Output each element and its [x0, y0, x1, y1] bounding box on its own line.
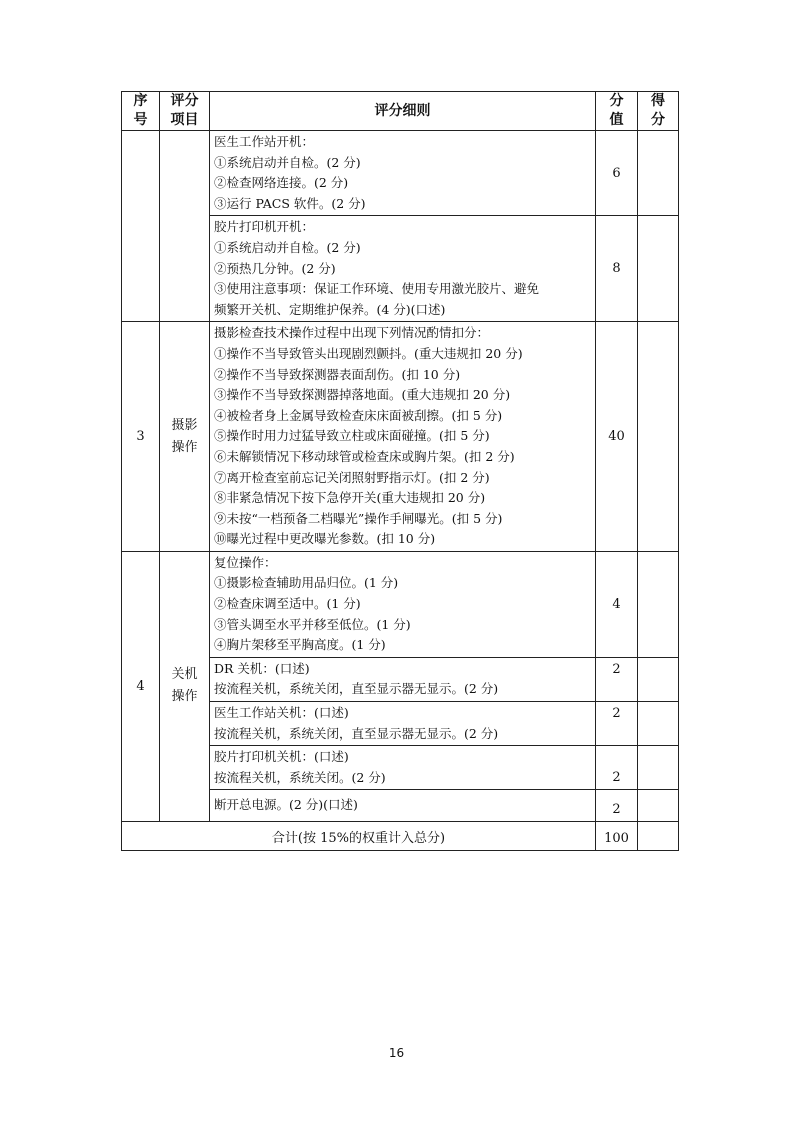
total-score-cell — [638, 822, 679, 851]
header-item: 评分 项目 — [160, 92, 210, 131]
score-cell — [638, 551, 679, 657]
table-row — [122, 131, 679, 216]
score-cell — [638, 657, 679, 701]
detail-cell: 断开总电源。(2 分)(口述) — [210, 790, 596, 822]
detail-cell: 胶片打印机开机： ①系统启动并自检。(2 分) ②预热几分钟。(2 分) ③使用注意事项：保证工作环境、使用专用激光胶片、避免 频繁开关机、定期维护保养。(4 分)(口述) — [210, 216, 596, 322]
seq-cell: 3 — [122, 322, 160, 552]
header-row — [122, 92, 679, 131]
header-score: 得 分 — [638, 92, 679, 131]
points-cell: 2 — [596, 746, 638, 790]
score-cell — [638, 131, 679, 216]
score-cell — [638, 746, 679, 790]
detail-cell: 医生工作站关机：(口述) 按流程关机，系统关闭，直至显示器无显示。(2 分) — [210, 702, 596, 746]
table-row — [122, 322, 679, 552]
total-row — [122, 822, 679, 851]
score-cell — [638, 322, 679, 552]
points-cell: 6 — [596, 131, 638, 216]
score-cell — [638, 702, 679, 746]
points-cell: 2 — [596, 657, 638, 701]
detail-cell: 复位操作： ①摄影检查辅助用品归位。(1 分) ②检查床调至适中。(1 分) ③管头调至水平并移至低位。(1 分) ④胸片架移至平胸高度。(1 分) — [210, 551, 596, 657]
points-cell: 2 — [596, 702, 638, 746]
scoring-table — [121, 91, 679, 851]
points-cell: 4 — [596, 551, 638, 657]
header-points: 分 值 — [596, 92, 638, 131]
points-cell: 40 — [596, 322, 638, 552]
page-number: 16 — [388, 1046, 405, 1060]
score-cell — [638, 790, 679, 822]
item-cell: 关机 操作 — [160, 551, 210, 821]
detail-cell: 胶片打印机关机：(口述) 按流程关机，系统关闭。(2 分) — [210, 746, 596, 790]
points-cell: 2 — [596, 790, 638, 822]
total-label: 合计(按 15%的权重计入总分) — [122, 822, 596, 851]
header-detail: 评分细则 — [210, 92, 596, 131]
detail-cell: 医生工作站开机： ①系统启动并自检。(2 分) ②检查网络连接。(2 分) ③运行 PACS 软件。(2 分) — [210, 131, 596, 216]
detail-cell: 摄影检查技术操作过程中出现下列情况酌情扣分： ①操作不当导致管头出现剧烈颤抖。(重大违规扣 20 分) ②操作不当导致探测器表面刮伤。(扣 10 分) ③操作不当导致探测器掉落地面。(重大违规扣 20 分) ④被检者身上金属导致检查床床面被刮擦。(扣 5 分) ⑤操作时用力过猛导致立柱或床面碰撞。(扣 5 分) ⑥未解锁情况下移动球管或检查床或胸片架。(扣 2 分) ⑦离开检查室前忘记关闭照射野指示灯。(扣 2 分) ⑧非紧急情况下按下急停开关(重大违规扣 20 分) ⑨未按“一档预备二档曝光”操作手闸曝光。(扣 5 分) ⑩曝光过程中更改曝光参数。(扣 10 分) — [210, 322, 596, 552]
points-cell: 8 — [596, 216, 638, 322]
seq-cell: 4 — [122, 551, 160, 821]
header-seq: 序 号 — [122, 92, 160, 131]
seq-cell-empty — [122, 131, 160, 322]
total-points: 100 — [596, 822, 638, 851]
item-cell: 摄影 操作 — [160, 322, 210, 552]
table-row — [122, 551, 679, 657]
score-cell — [638, 216, 679, 322]
item-cell-empty — [160, 131, 210, 322]
detail-cell: DR 关机：(口述) 按流程关机，系统关闭，直至显示器无显示。(2 分) — [210, 657, 596, 701]
